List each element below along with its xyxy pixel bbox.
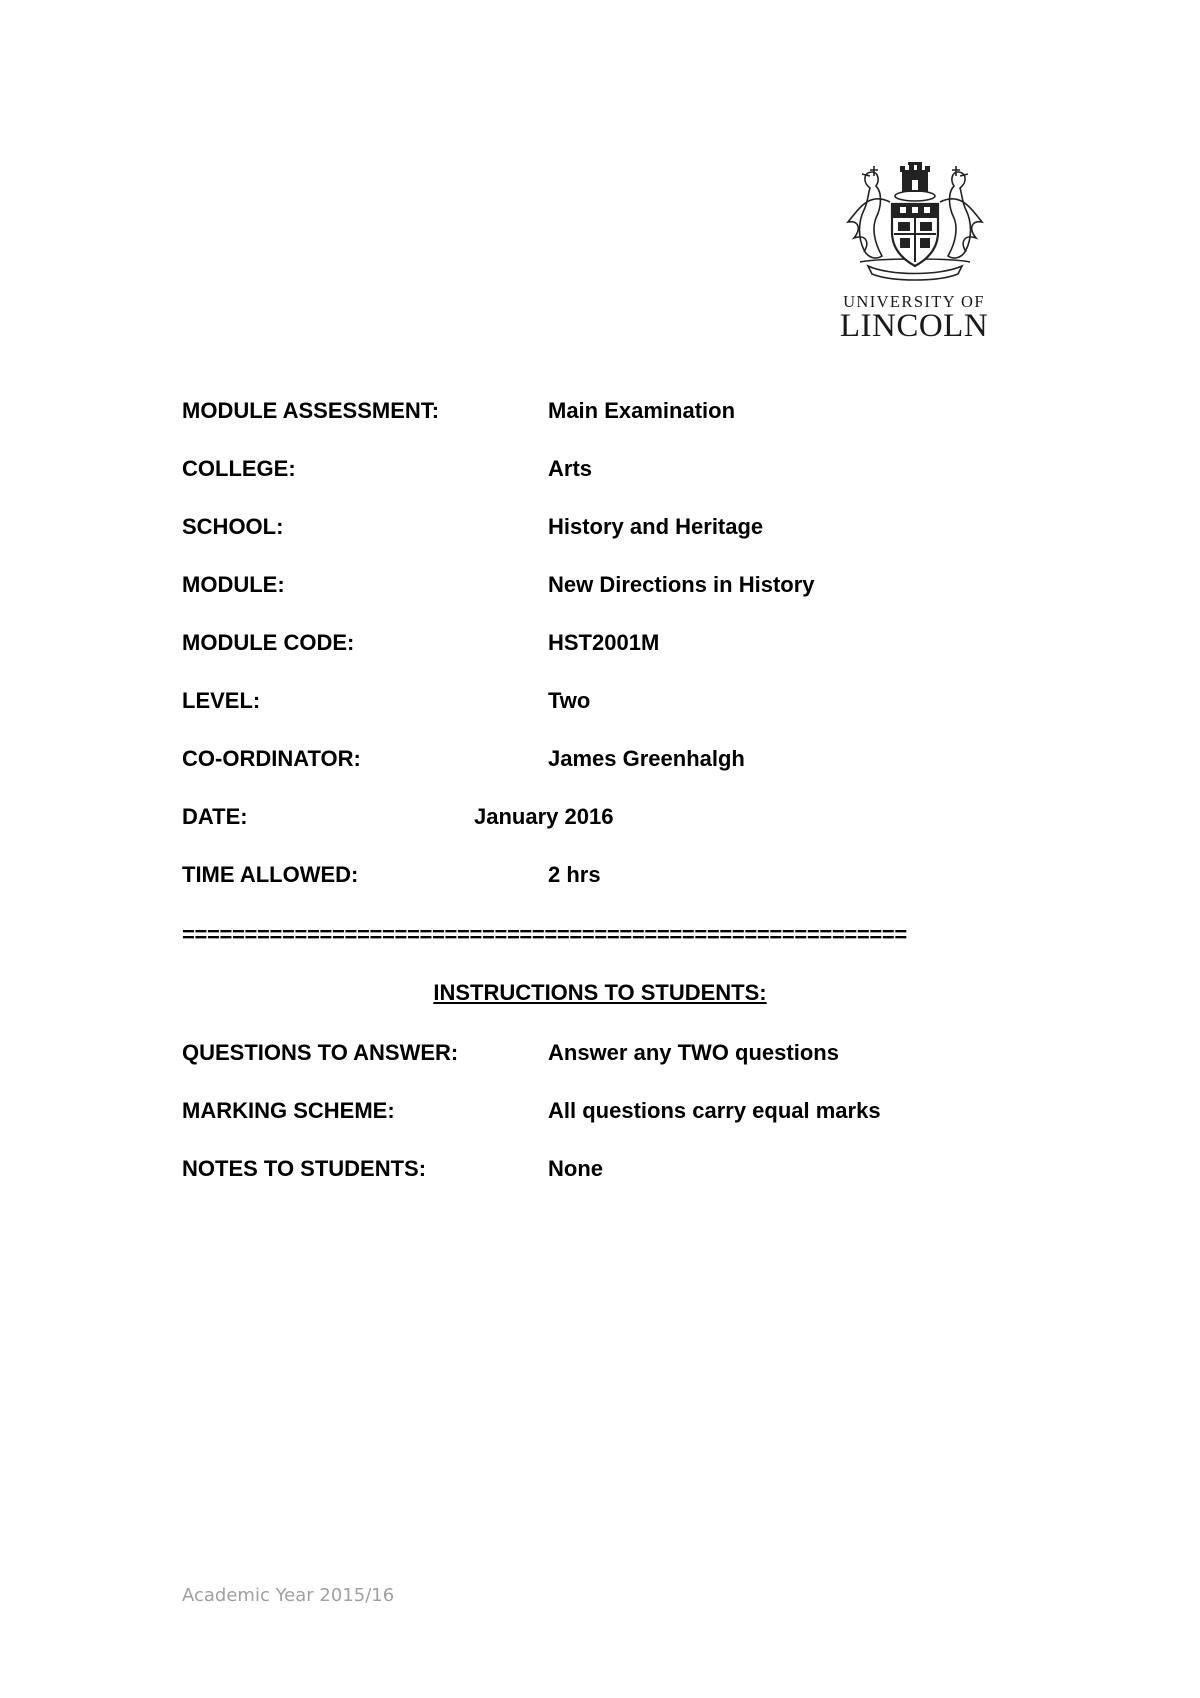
field-label: SCHOOL: [182, 514, 284, 539]
coat-of-arms-icon [840, 162, 990, 288]
university-logo [828, 162, 1000, 350]
field-value: History and Heritage [548, 514, 764, 539]
instruction-label: QUESTIONS TO ANSWER: [182, 1040, 459, 1065]
field-label: CO-ORDINATOR: [182, 746, 361, 771]
field-label: LEVEL: [182, 688, 261, 713]
field-label: COLLEGE: [182, 456, 296, 481]
instruction-value: All questions carry equal marks [548, 1098, 881, 1123]
field-value: HST2001M [548, 630, 660, 655]
instruction-value: None [548, 1156, 603, 1181]
field-label: MODULE ASSESSMENT: [182, 398, 440, 423]
instruction-value: Answer any TWO questions [548, 1040, 839, 1065]
field-label: DATE: [182, 804, 248, 829]
instruction-label: NOTES TO STUDENTS: [182, 1156, 427, 1181]
separator-line: ========================================================== [182, 922, 907, 947]
field-label: MODULE CODE: [182, 630, 355, 655]
field-label: TIME ALLOWED: [182, 862, 359, 887]
logo-text-university-of: UNIVERSITY OF [843, 292, 985, 311]
field-label: MODULE: [182, 572, 285, 597]
academic-year-footer: Academic Year 2015/16 [182, 1585, 395, 1606]
instructions-heading: INSTRUCTIONS TO STUDENTS: [433, 980, 767, 1005]
field-value: Main Examination [548, 398, 736, 423]
field-value: New Directions in History [548, 572, 815, 597]
field-value: Arts [548, 456, 593, 481]
instruction-label: MARKING SCHEME: [182, 1098, 395, 1123]
field-value: January 2016 [474, 804, 614, 829]
field-value: 2 hrs [548, 862, 601, 887]
field-value: Two [548, 688, 591, 713]
field-value: James Greenhalgh [548, 746, 745, 771]
logo-text-lincoln: LINCOLN [839, 308, 989, 344]
